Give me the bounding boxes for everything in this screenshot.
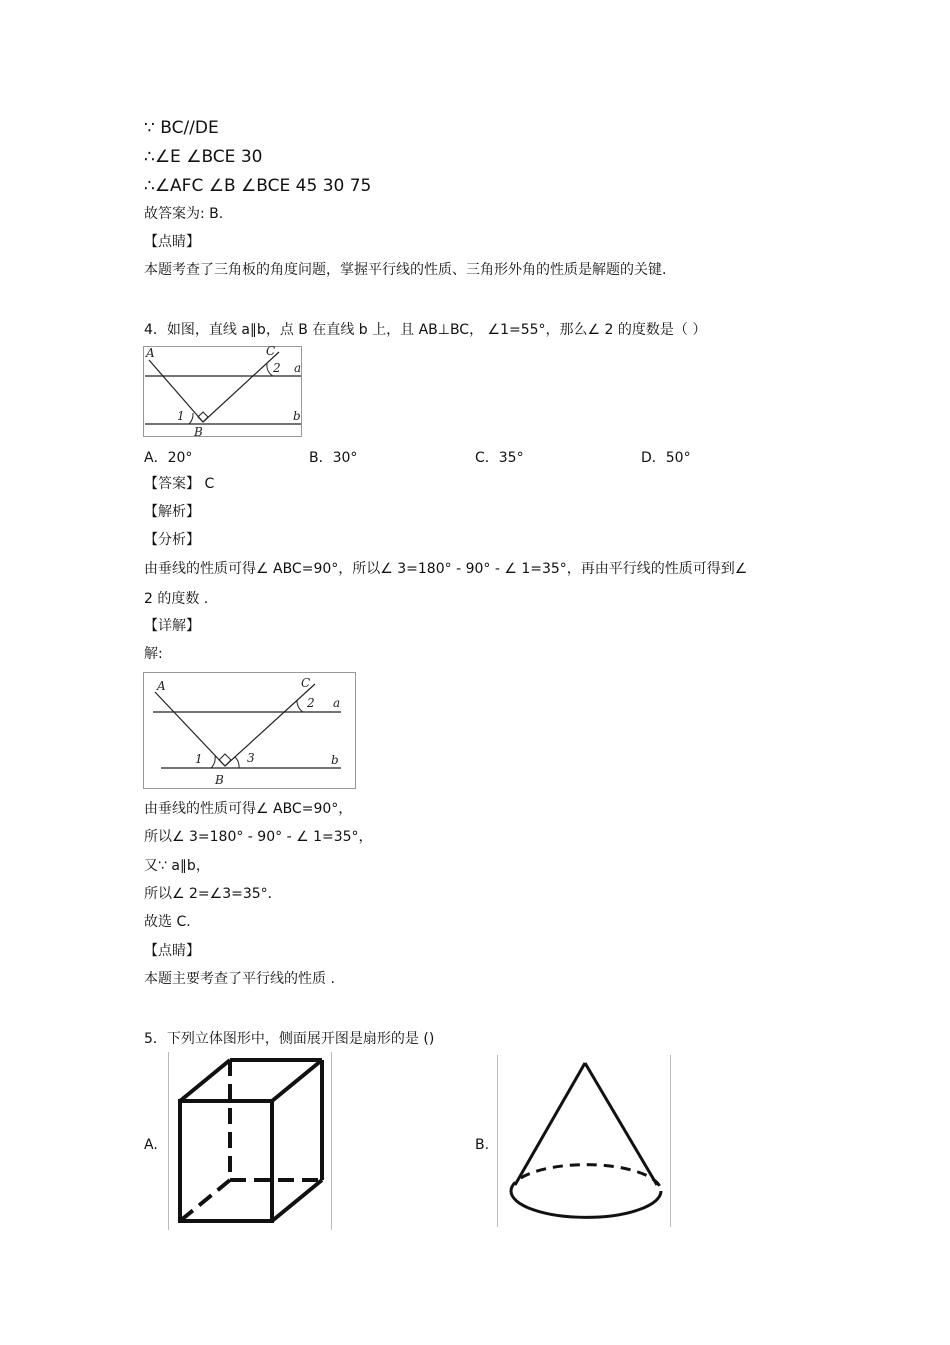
fig1-label-c: C xyxy=(266,344,276,358)
q4-fenxi-label: 【分析】 xyxy=(144,532,200,548)
fig1-label-a: A xyxy=(146,346,155,360)
q4-step-3: 又∵ a∥b， xyxy=(144,858,210,874)
q4-figure-2 xyxy=(143,672,357,790)
q3-line-parallel: ∵ BC//DE xyxy=(144,118,219,138)
q5-cone-figure xyxy=(497,1055,671,1227)
q4-fenxi-line-1: 由垂线的性质可得∠ ABC=90°，所以∠ 3=180° - 90° - ∠ 1=35°，再由平行线的性质可得到∠ xyxy=(144,561,748,577)
q4-option-d: D．50° xyxy=(641,450,691,466)
q4-jie: 解: xyxy=(144,646,163,662)
q3-line-angle-e: ∴∠E ∠BCE 30 xyxy=(144,147,263,167)
fig2-label-1: 1 xyxy=(195,752,203,766)
q3-line-angle-afc: ∴∠AFC ∠B ∠BCE 45 30 75 xyxy=(144,176,372,196)
q4-step-2: 所以∠ 3=180° - 90° - ∠ 1=35°， xyxy=(144,829,373,845)
q4-xiangjie-label: 【详解】 xyxy=(144,618,200,634)
q4-jiexi-label: 【解析】 xyxy=(144,504,200,520)
q5-question: 5．下列立体图形中，侧面展开图是扇形的是 () xyxy=(144,1031,435,1047)
fig2-label-a: A xyxy=(157,679,166,693)
q4-dianjing-label: 【点睛】 xyxy=(144,943,200,959)
fig1-label-1: 1 xyxy=(177,409,185,423)
q5-cuboid-figure xyxy=(168,1052,332,1230)
fig1-label-2: 2 xyxy=(273,361,281,375)
fig2-label-b: B xyxy=(215,773,224,787)
fig2-label-3: 3 xyxy=(247,751,255,765)
q4-answer-label: 【答案】 C xyxy=(144,476,215,492)
q4-option-b: B．30° xyxy=(309,450,358,466)
q5-option-b-label: B. xyxy=(475,1137,490,1153)
fig2-label-2: 2 xyxy=(307,696,315,710)
fig2-label-line-b: b xyxy=(331,753,339,767)
q4-option-a: A．20° xyxy=(144,450,193,466)
q4-question: 4．如图，直线 a∥b，点 B 在直线 b 上，且 AB⊥BC， ∠1=55°，那么∠ 2 的度数是（ ） xyxy=(144,322,707,338)
fig1-label-line-b: b xyxy=(293,409,301,423)
q4-choose: 故选 C. xyxy=(144,914,191,930)
q4-step-1: 由垂线的性质可得∠ ABC=90°， xyxy=(144,801,353,817)
q3-dianjing-label: 【点睛】 xyxy=(144,234,200,250)
q4-figure-1 xyxy=(143,346,303,438)
fig2-label-line-a: a xyxy=(333,696,341,710)
q4-step-4: 所以∠ 2=∠3=35°． xyxy=(144,886,282,902)
fig1-label-line-a: a xyxy=(294,361,302,375)
q5-option-a-label: A. xyxy=(144,1137,158,1153)
q3-dianjing-text: 本题考查了三角板的角度问题，掌握平行线的性质、三角形外角的性质是解题的关键. xyxy=(144,262,667,278)
fig1-label-b: B xyxy=(194,425,203,439)
q3-answer: 故答案为: B. xyxy=(144,206,224,222)
q4-fenxi-line-2: 2 的度数 . xyxy=(144,591,209,607)
q4-dianjing-text: 本题主要考查了平行线的性质 . xyxy=(144,971,335,987)
fig2-label-c: C xyxy=(301,676,311,690)
q4-option-c: C．35° xyxy=(475,450,524,466)
